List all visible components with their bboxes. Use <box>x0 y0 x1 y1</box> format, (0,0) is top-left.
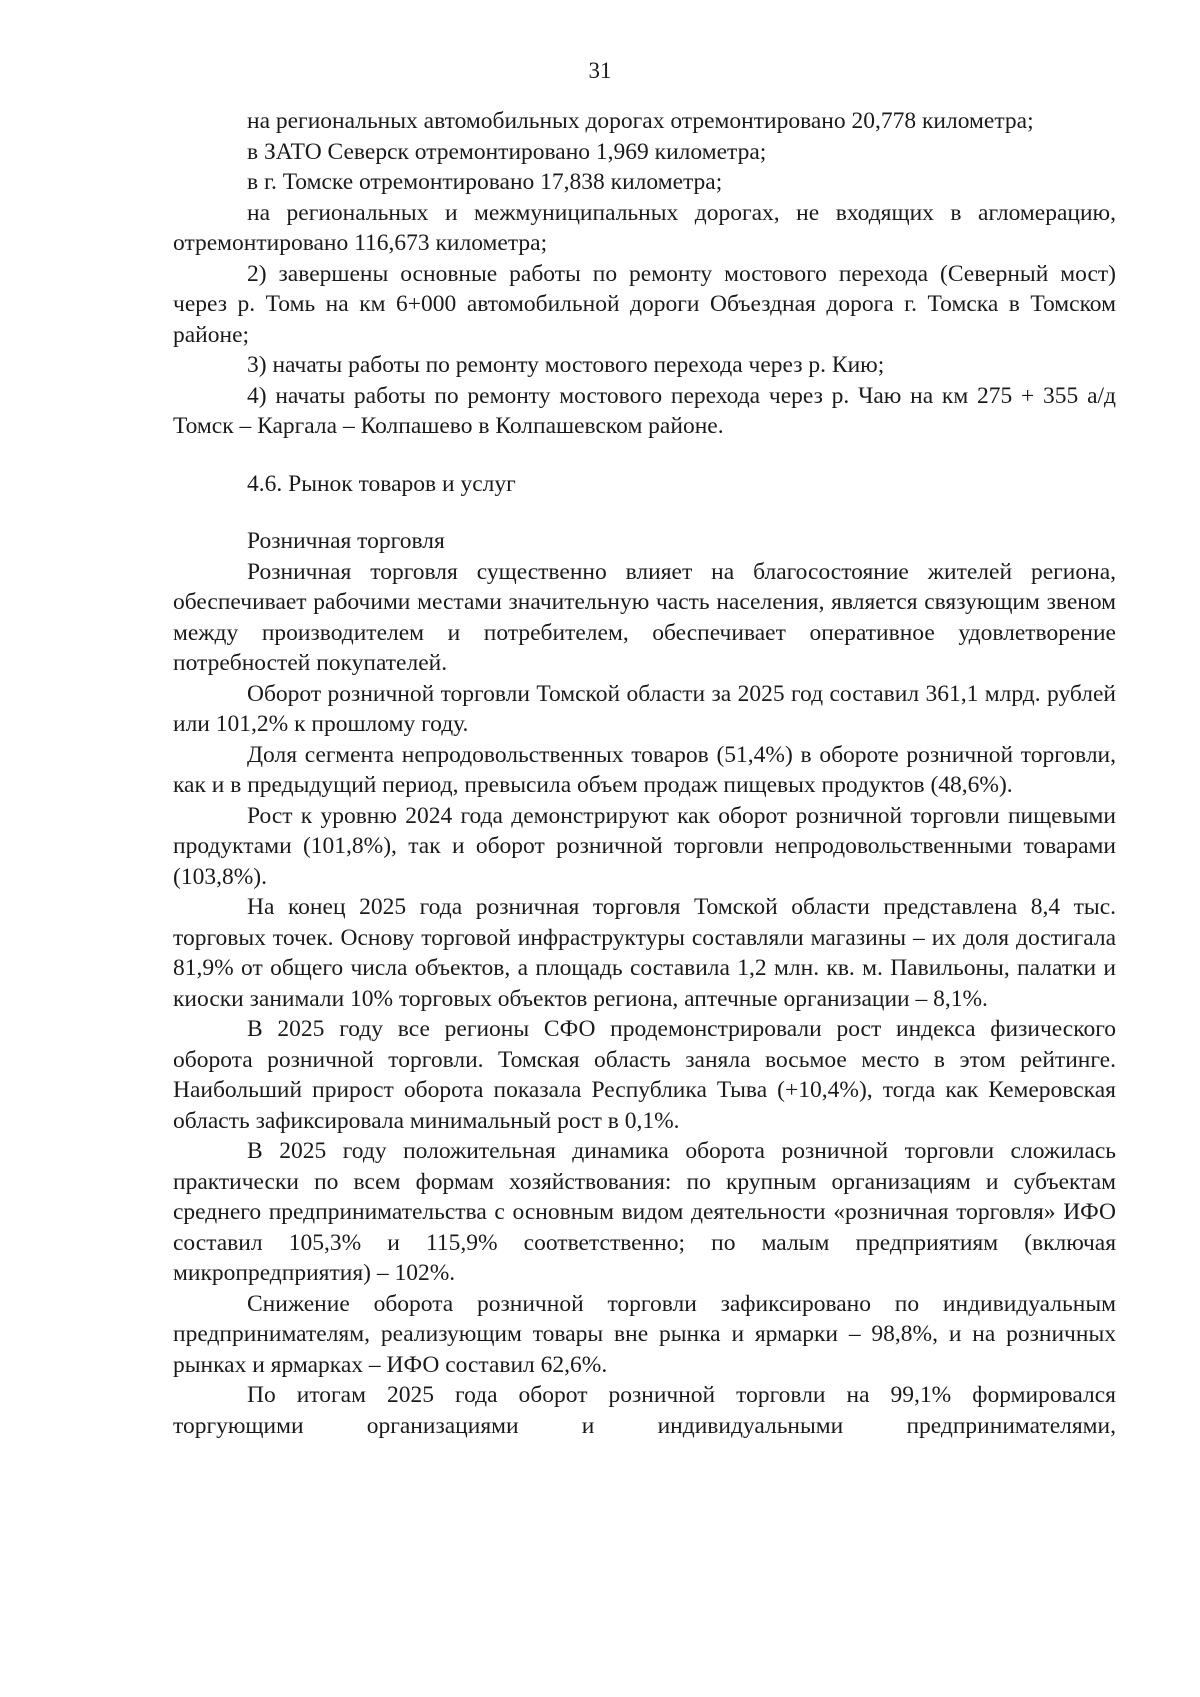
page-number: 31 <box>588 58 612 83</box>
subsection-heading: Розничная торговля <box>247 528 445 554</box>
paragraph: В 2025 году положительная динамика оборота розничной торговли сложилась практически по всем формам хозяйствования: по крупным организациям и субъектам среднего предпринимательства с основным видом деятельности «розничная торговля» ИФО составил 105,3% и 115,9% соответственно; по малым предприятиям (включая микропредприятия) – 102%. <box>173 1138 1116 1286</box>
section-heading: 4.6. Рынок товаров и услуг <box>247 470 516 497</box>
document-body <box>173 106 1116 1441</box>
paragraph: Снижение оборота розничной торговли зафиксировано по индивидуальным предпринимателям, реализующим товары вне рынка и ярмарки – 98,8%, и на розничных рынках и ярмарках – ИФО составил 62,6%. <box>173 1290 1116 1378</box>
paragraph: на региональных и межмуниципальных дорогах, не входящих в агломерацию, отремонтировано 116,673 километра; <box>173 199 1116 256</box>
paragraph: Розничная торговля существенно влияет на благосостояние жителей региона, обеспечивает рабочими местами значительную часть населения, является связующим звеном между производителем и потребителем, обеспечивает оперативное удовлетворение потребностей покупателей. <box>173 558 1116 676</box>
paragraph: в г. Томске отремонтировано 17,838 километра; <box>247 169 723 195</box>
paragraph: По итогам 2025 года оборот розничной торговли на 99,1% формировался торгующими организациями и индивидуальными предпринимателями, <box>173 1382 1116 1439</box>
paragraph: 2) завершены основные работы по ремонту мостового перехода (Северный мост) через р. Томь на км 6+000 автомобильной дороги Объездная дорога г. Томска в Томском районе; <box>173 260 1116 348</box>
paragraph: Оборот розничной торговли Томской области за 2025 год составил 361,1 млрд. рублей или 101,2% к прошлому году. <box>173 680 1116 737</box>
paragraph: В 2025 году все регионы СФО продемонстрировали рост индекса физического оборота розничной торговли. Томская область заняла восьмое место в этом рейтинге. Наибольший прирост оборота показала Республика Тыва (+10,4%), тогда как Кемеровская область зафиксировала минимальный рост в 0,1%. <box>173 1016 1116 1134</box>
paragraph: на региональных автомобильных дорогах отремонтировано 20,778 километра; <box>247 108 1034 134</box>
paragraph: Доля сегмента непродовольственных товаров (51,4%) в обороте розничной торговли, как и в предыдущий период, превысила объем продаж пищевых продуктов (48,6%). <box>173 741 1116 798</box>
paragraph: 4) начаты работы по ремонту мостового перехода через р. Чаю на км 275 + 355 а/д Томск – Каргала – Колпашево в Колпашевском районе. <box>173 382 1116 439</box>
paragraph: 3) начаты работы по ремонту мостового перехода через р. Кию; <box>247 352 885 378</box>
paragraph: Рост к уровню 2024 года демонстрируют как оборот розничной торговли пищевыми продуктами (101,8%), так и оборот розничной торговли непродовольственными товарами (103,8%). <box>173 802 1116 890</box>
paragraph: На конец 2025 года розничная торговля Томской области представлена 8,4 тыс. торговых точек. Основу торговой инфраструктуры составляли магазины – их доля достигала 81,9% от общего числа объектов, а площадь составила 1,2 млн. кв. м. Павильоны, палатки и киоски занимали 10% торговых объектов региона, аптечные организации – 8,1%. <box>173 894 1116 1012</box>
paragraph: в ЗАТО Северск отремонтировано 1,969 километра; <box>247 138 767 165</box>
